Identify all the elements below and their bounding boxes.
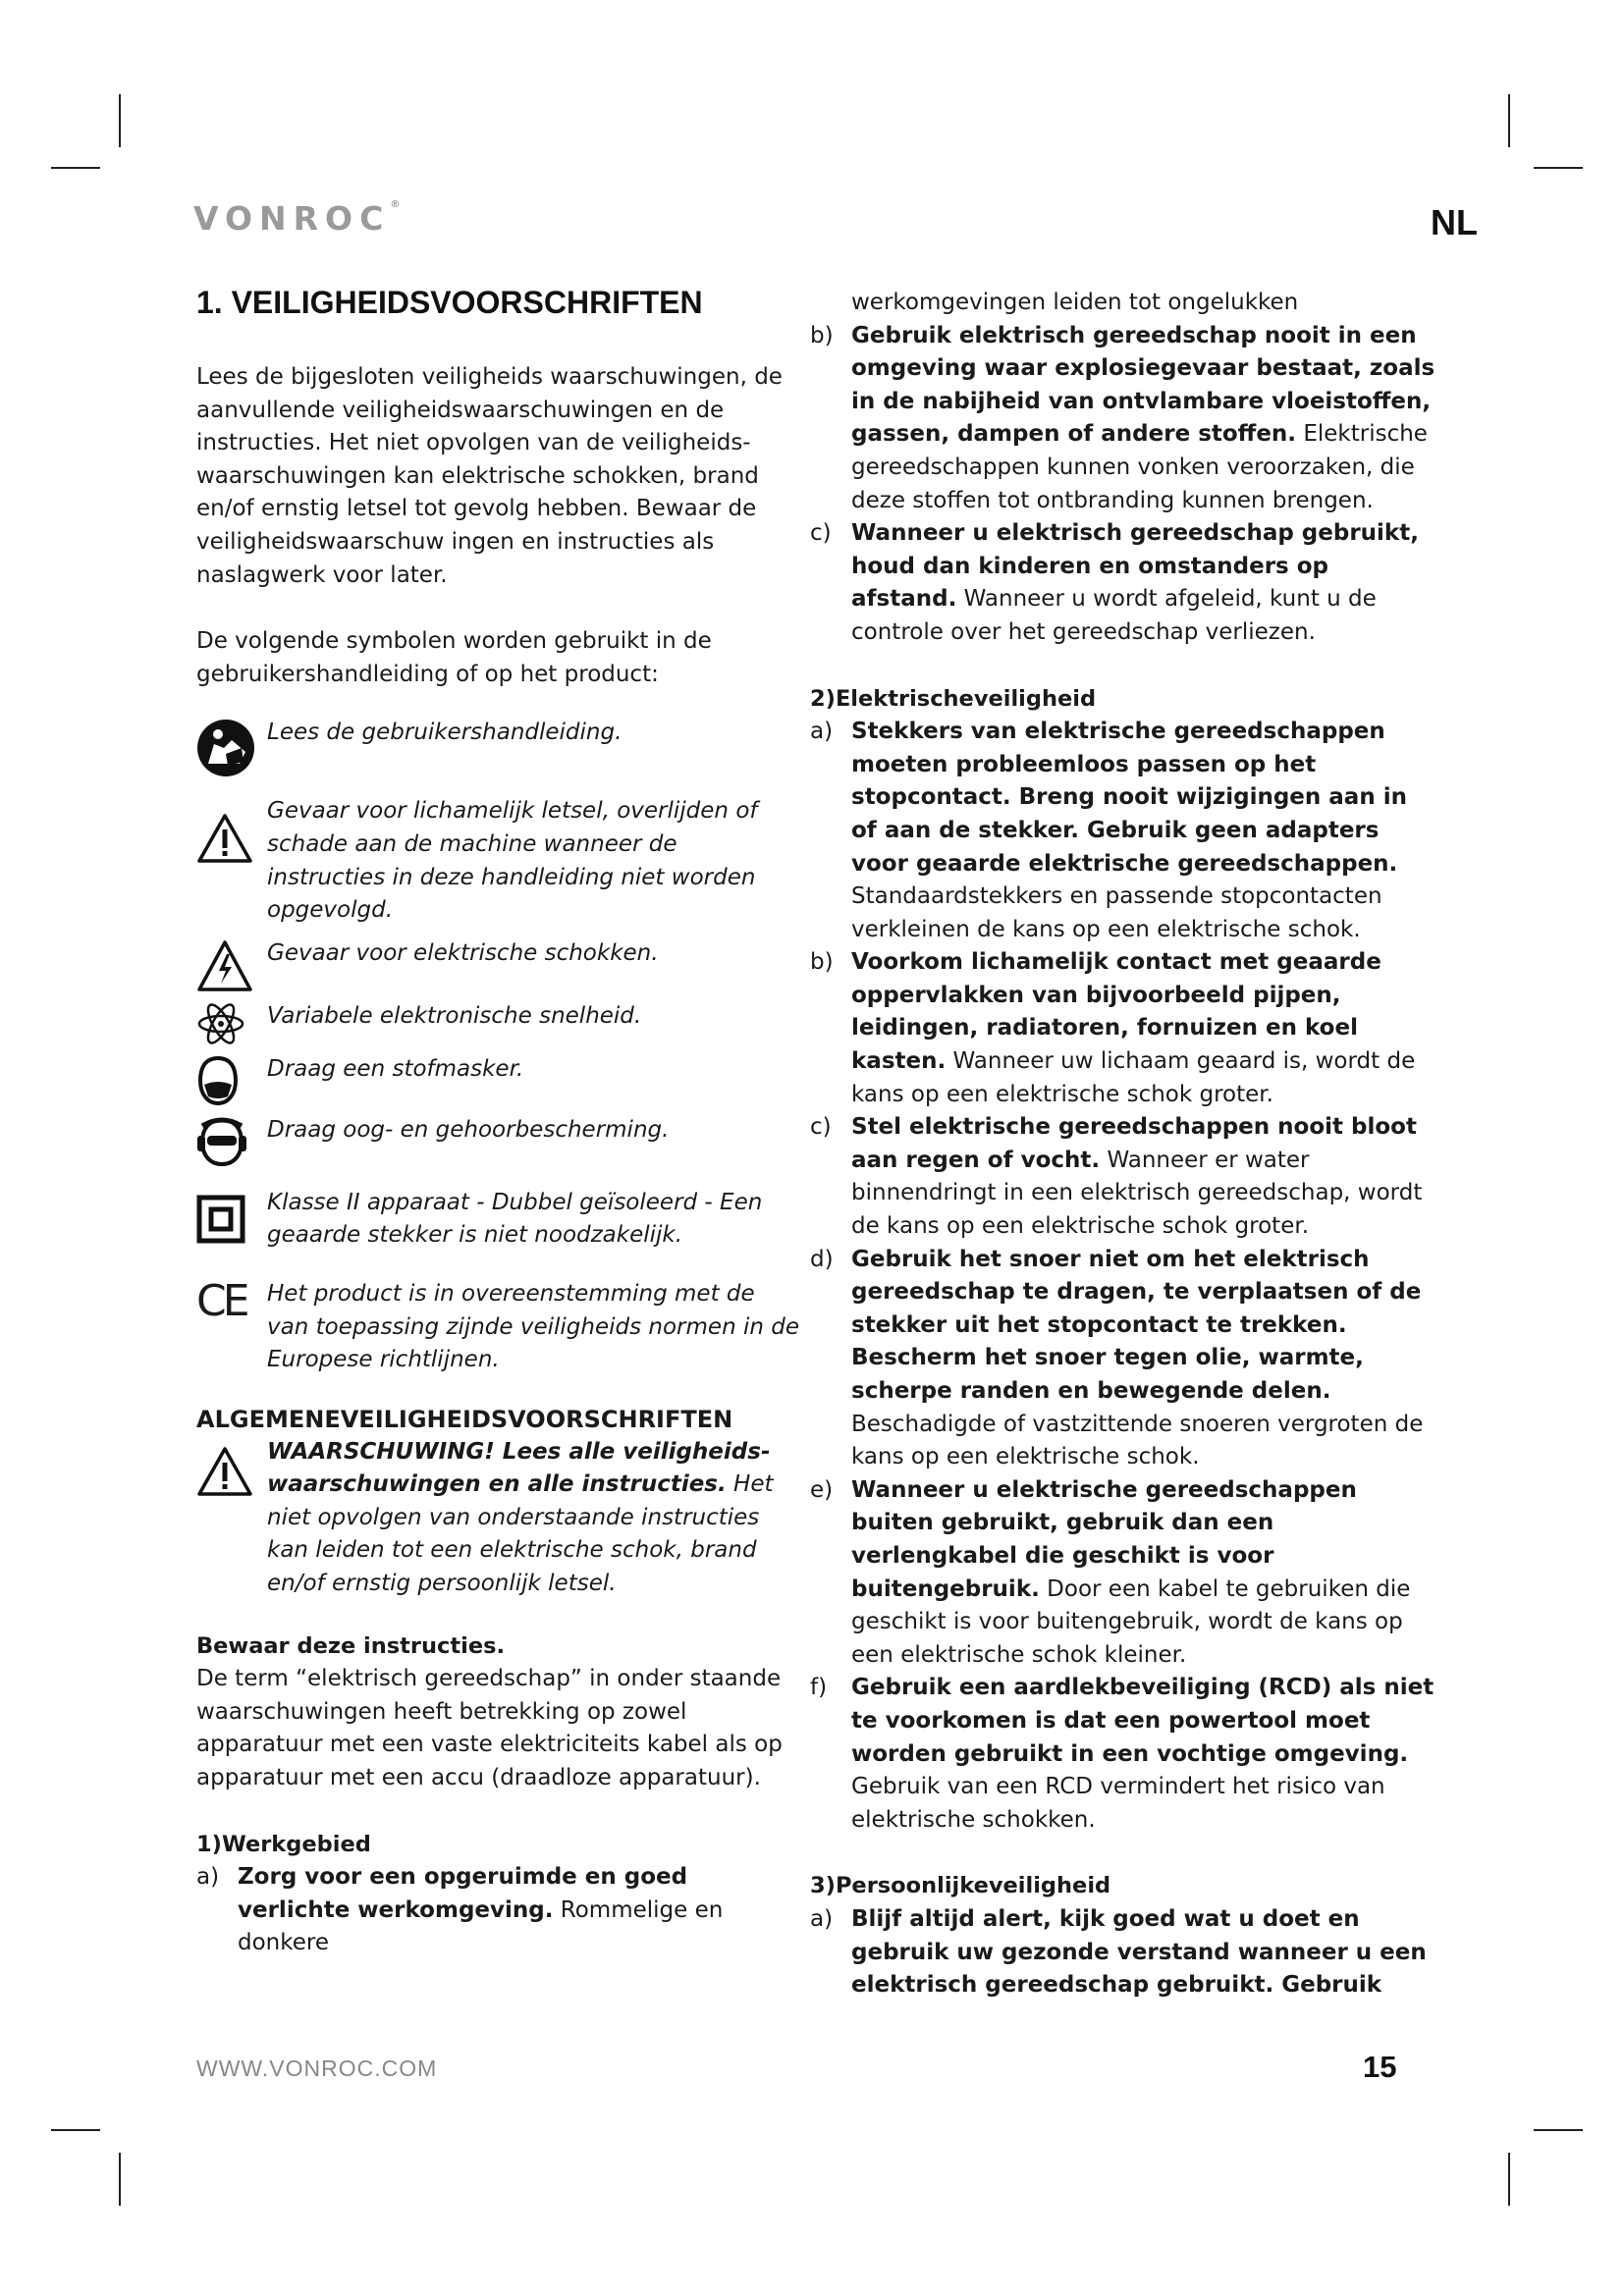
symbol-row: Variabele elektronische snelheid.	[196, 1000, 800, 1045]
crop-mark	[119, 2153, 121, 2206]
dust-mask-icon	[196, 1053, 267, 1106]
list-item: e) Wanneer u elektrische gereedschappen buiten gebruikt, gebruik dan een verlengkabel die geschikt is voor buitengebruik. Door een kabel te gebruiken die geschikt is voor buitengebruik, wordt de kans op een elektrische schok kleiner.	[810, 1476, 1411, 1668]
warning-row	[196, 1436, 800, 1601]
right-column	[810, 287, 1438, 2002]
crop-mark	[1534, 2129, 1583, 2131]
crop-mark	[51, 167, 100, 169]
personal-title: 3)Persoonlijkeveiligheid	[810, 1873, 1111, 1899]
language-code: NL	[1431, 202, 1478, 242]
list-item: a) Zorg voor een opgeruimde en goed verlichte werkomgeving. Rommelige en donkere	[196, 1864, 724, 1956]
warning-triangle-icon	[196, 795, 267, 864]
read-manual-icon	[196, 717, 267, 777]
crop-mark	[1508, 94, 1510, 147]
symbol-row: Gevaar voor elektrische schokken.	[196, 937, 800, 992]
variable-speed-icon	[196, 1000, 267, 1045]
list-item: a) Stekkers van elektrische gereedschappen moeten probleemloos passen op het stopcontact. Breng nooit wijzigingen aan in of aan de stekker. Gebruik geen adapters voor geaarde elektrische gereedschappen. Standaardstekkers en passende stopcontacten verkleinen de kans op een elektrische schok.	[810, 719, 1407, 942]
list-item: c) Stel elektrische gereedschappen nooit bloot aan regen of vocht. Wanneer er water binnendringt in een elektrisch gereedschap, wordt de kans op een elektrische schok groter.	[810, 1114, 1423, 1240]
crop-mark	[119, 94, 121, 147]
ce-mark-icon: CE	[196, 1275, 246, 1326]
symbols-intro: De volgende symbolen worden gebruikt in de gebruikershandleiding of op het product:	[196, 628, 712, 687]
list-item: b) Gebruik elektrisch gereedschap nooit in een omgeving waar explosiegevaar bestaat, zoals in de nabijheid van ontvlambare vloeistoffen, gassen, dampen of andere stoffen. Elektrische gereedschappen kunnen vonken veroorzaken, die deze stoffen tot ontbranding kunnen brengen.	[810, 322, 1435, 513]
class-2-icon	[196, 1187, 267, 1244]
list-item: b) Voorkom lichamelijk contact met geaarde oppervlakken van bijvoorbeeld pijpen, leidingen, radiatoren, fornuizen en koel kasten. Wanneer uw lichaam geaard is, wordt de kans op een elektrische schok groter.	[810, 949, 1416, 1107]
symbol-row: Gevaar voor lichamelijk letsel, overlijden of schade aan de machine wanneer de instructies in deze handleiding niet worden opgevolgd.	[196, 795, 800, 927]
warning-triangle-icon	[196, 1436, 267, 1497]
warning-text: WAARSCHUWING! Lees alle veiligheids- waarschuwingen en alle instructies. Het niet opvolgen van onderstaande instructies kan leiden tot een elektrische schok, brand en/of ernstig persoonlijk letsel.	[267, 1438, 774, 1597]
symbol-row: Draag een stofmasker.	[196, 1053, 800, 1106]
work-title: 1)Werkgebied	[196, 1831, 371, 1857]
symbol-row: Klasse II apparaat - Dubbel geïsoleerd - Een geaarde stekker is niet noodzakelijk.	[196, 1187, 800, 1253]
symbol-row: CE Het product is in overeenstemming met de van toepassing zijnde veiligheids normen in de Europese richtlijnen.	[196, 1275, 799, 1373]
list-item: a) Blijf altijd alert, kijk goed wat u doet en gebruik uw gezonde verstand wanneer u een elektrisch gereedschap gebruikt. Gebruik	[810, 1905, 1427, 1999]
footer-url[interactable]: WWW.VONROC.COM	[196, 2056, 438, 2081]
list-item: werkomgevingen leiden tot ongelukken	[851, 290, 1299, 315]
crop-mark	[1508, 2153, 1510, 2206]
list-item: d) Gebruik het snoer niet om het elektrisch gereedschap te dragen, te verplaatsen of de stekker uit het stopcontact te trekken. Bescherm het snoer tegen olie, warmte, scherpe randen en bewegende delen. Beschadigde of vastzittende snoeren vergroten de kans op een elektrische schok.	[810, 1246, 1424, 1470]
keep-title: Bewaar deze instructies.	[196, 1632, 506, 1659]
left-column	[196, 285, 800, 1960]
eye-ear-protection-icon	[196, 1114, 267, 1167]
brand-logo: VONROC®	[193, 199, 401, 238]
electrical-title: 2)Elektrischeveiligheid	[810, 685, 1097, 712]
crop-mark	[1534, 167, 1583, 169]
intro-paragraph: Lees de bijgesloten veiligheids waarschuwingen, de aanvullende veiligheidswaarschuwingen en de instructies. Het niet opvolgen van de veiligheids- waarschuwingen kan elektrische schokken, brand en/of ernstig letsel tot gevolg hebben. Bewaar de veiligheidswaarschuw ingen en instructies als naslagwerk voor later.	[196, 364, 783, 588]
page-number: 15	[1363, 2050, 1397, 2084]
symbol-row: Lees de gebruikershandleiding.	[196, 717, 800, 777]
general-title: ALGEMENEVEILIGHEIDSVOORSCHRIFTEN	[196, 1405, 733, 1433]
electric-shock-icon	[196, 937, 267, 992]
keep-text: De term “elektrisch gereedschap” in onder staande waarschuwingen heeft betrekking op zowel apparatuur met een vaste elektriciteits kabel als op apparatuur met een accu (draadloze apparatuur).	[196, 1666, 783, 1791]
crop-mark	[51, 2129, 100, 2131]
section-title: 1. VEILIGHEIDSVOORSCHRIFTEN	[196, 285, 703, 320]
list-item: f) Gebruik een aardlekbeveiliging (RCD) als niet te voorkomen is dat een powertool moet worden gebruikt in een vochtige omgeving. Gebruik van een RCD vermindert het risico van elektrische schokken.	[810, 1675, 1435, 1833]
list-item: c) Wanneer u elektrisch gereedschap gebruikt, houd dan kinderen en omstanders op afstand. Wanneer u wordt afgeleid, kunt u de controle over het gereedschap verliezen.	[810, 520, 1419, 645]
symbol-row: Draag oog- en gehoorbescherming.	[196, 1114, 800, 1167]
